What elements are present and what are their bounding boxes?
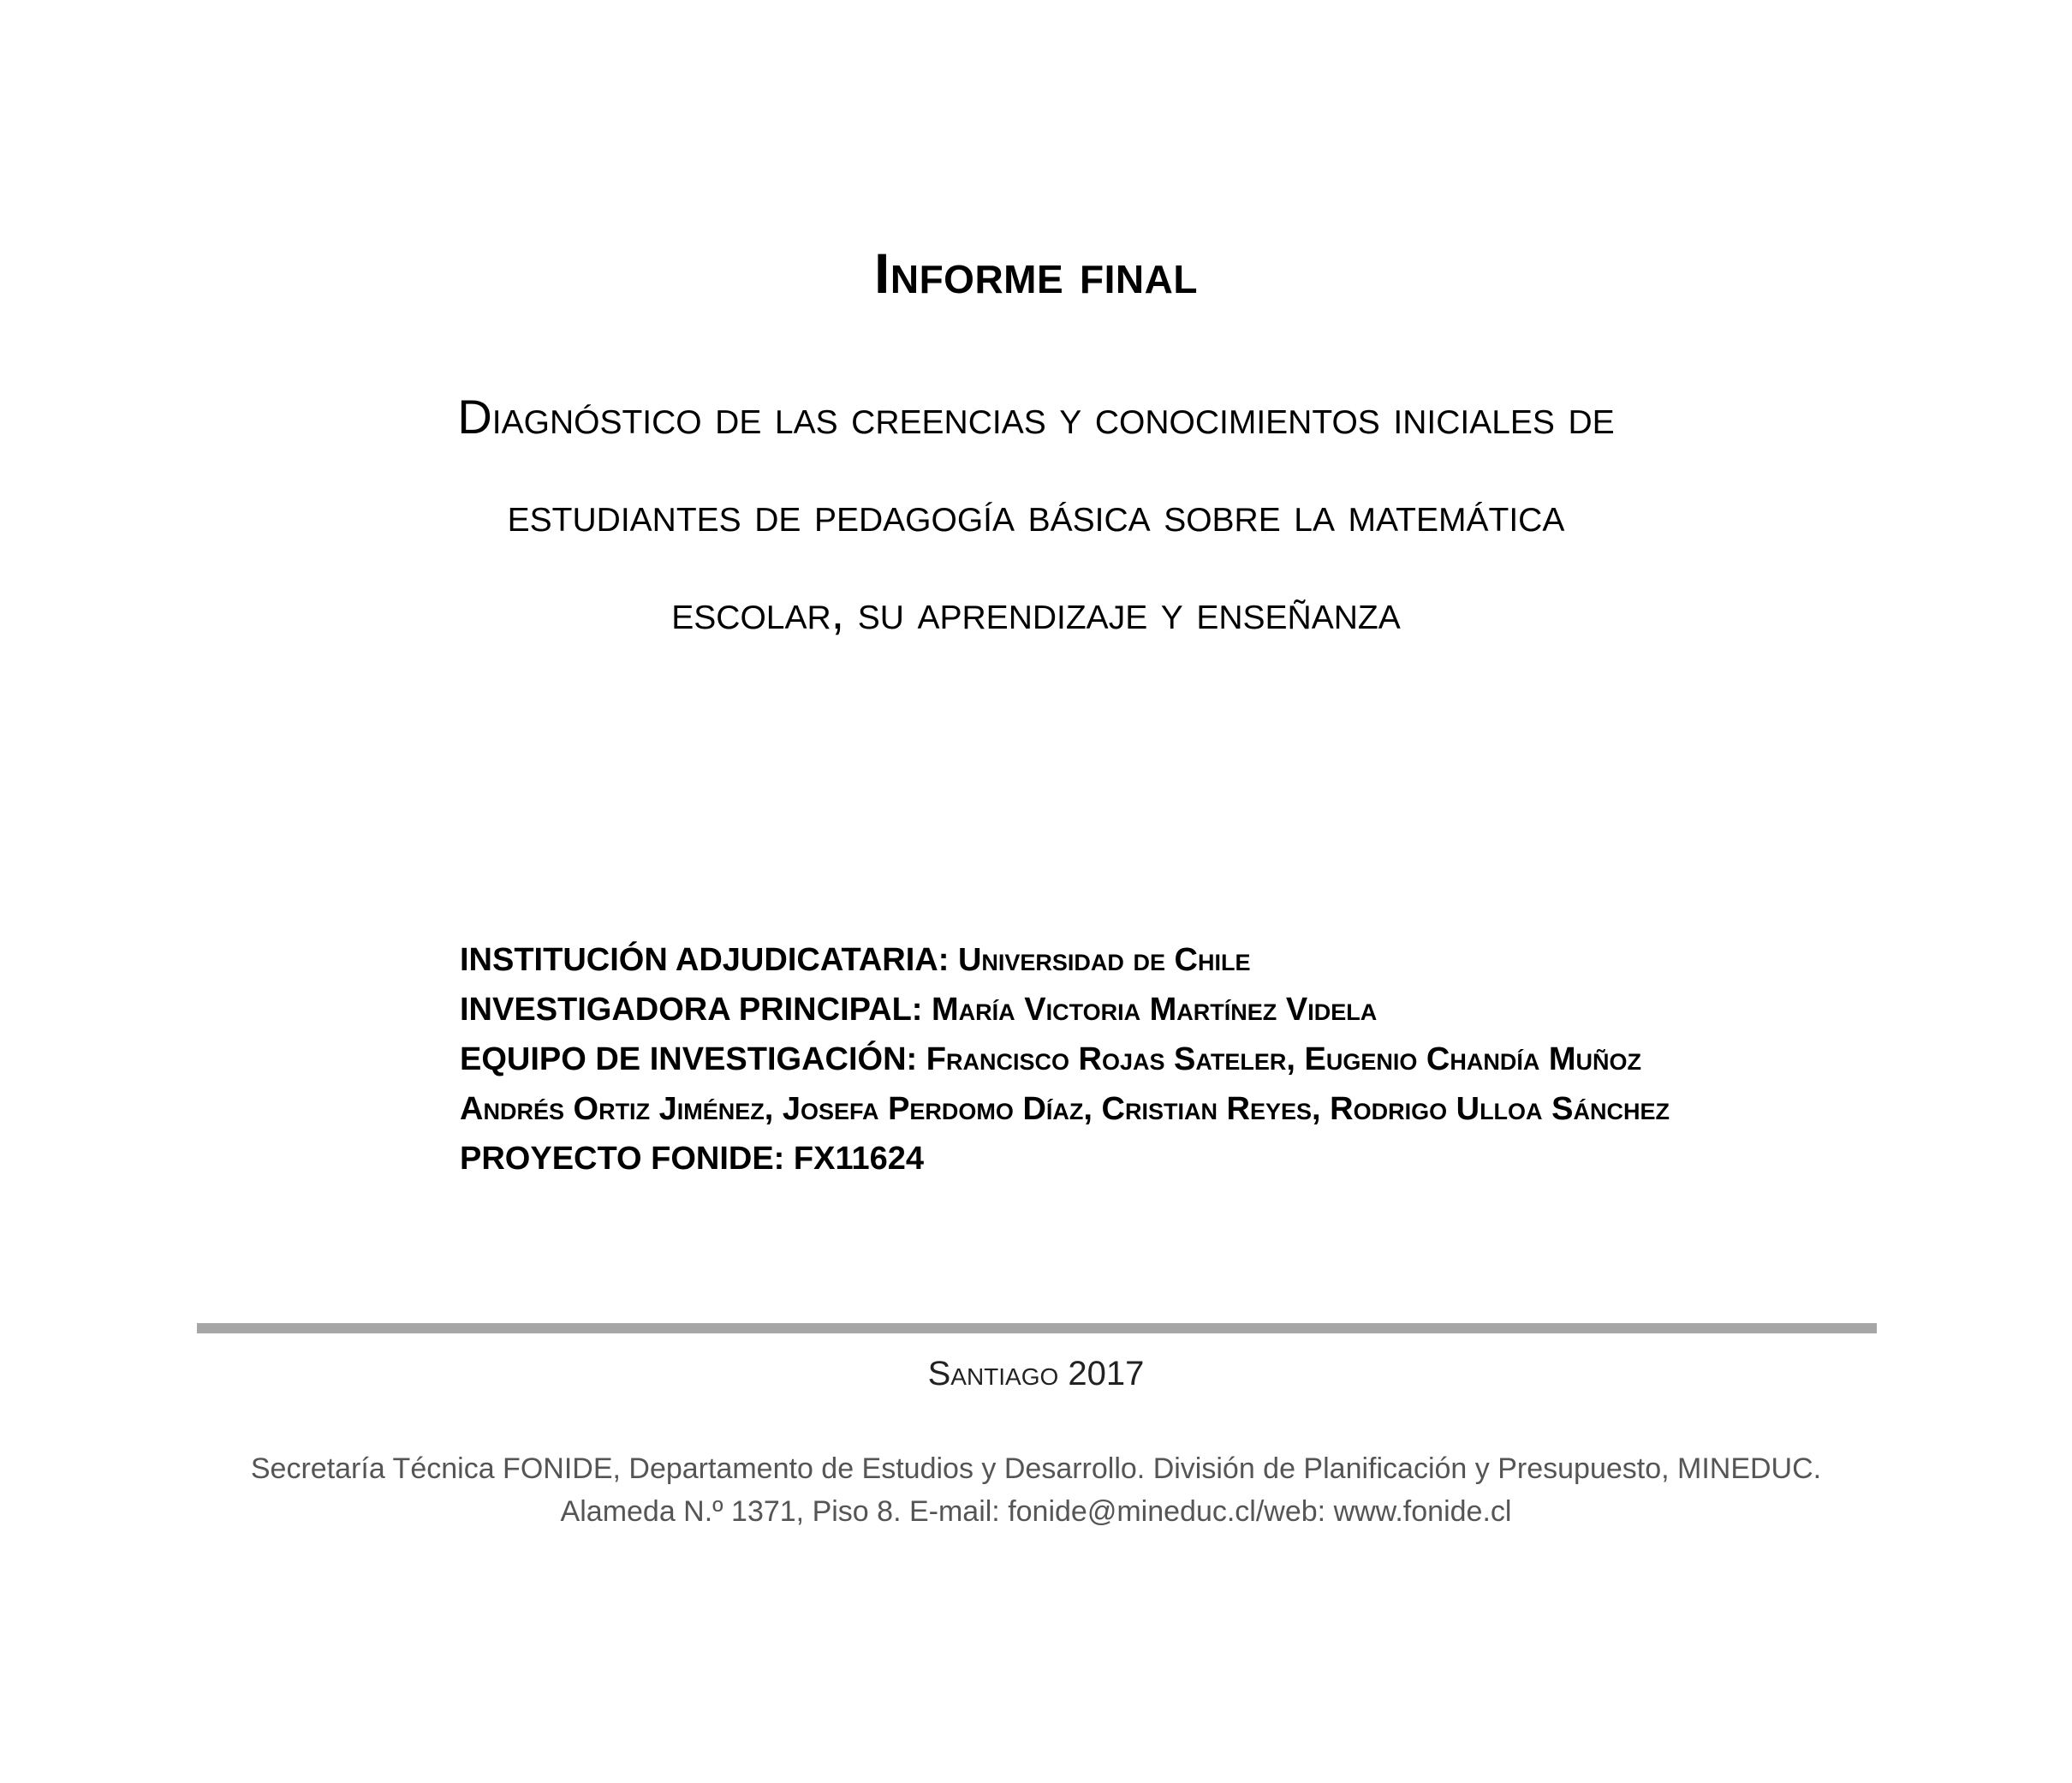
institution-value: Universidad de Chile	[957, 942, 1251, 978]
project-metadata	[460, 935, 2001, 1184]
principal-value: María Victoria Martínez Videla	[932, 992, 1378, 1028]
footer	[0, 1447, 2072, 1533]
place-year: Santiago 2017	[927, 1355, 1145, 1392]
principal-label: INVESTIGADORA PRINCIPAL:	[460, 992, 923, 1028]
team-label: EQUIPO DE INVESTIGACIÓN:	[460, 1041, 918, 1077]
footer-line: Secretaría Técnica FONIDE, Departamento de Estudios y Desarrollo. División de Planificación y Presupuesto, MINEDUC.	[250, 1452, 1822, 1485]
document-subtitle	[171, 368, 1901, 661]
meta-row-project	[460, 1134, 2001, 1184]
meta-row-team	[460, 1035, 2001, 1084]
team-value-line1: Francisco Rojas Sateler, Eugenio Chandía Muñoz	[926, 1041, 1642, 1077]
document-title: Informe final	[874, 242, 1198, 305]
team-value-line2: Andrés Ortiz Jiménez, Josefa Perdomo Díaz, Cristian Reyes, Rodrigo Ulloa Sánchez	[460, 1091, 1670, 1127]
meta-row-principal	[460, 985, 2001, 1035]
subtitle-line: estudiantes de pedagogía básica sobre la matemática	[507, 487, 1565, 541]
subtitle-line: escolar, su aprendizaje y enseñanza	[671, 585, 1401, 639]
horizontal-divider	[197, 1323, 1877, 1333]
institution-label: INSTITUCIÓN ADJUDICATARIA:	[460, 942, 950, 978]
subtitle-line: Diagnóstico de las creencias y conocimientos iniciales de	[457, 390, 1615, 444]
footer-line: Alameda N.º 1371, Piso 8. E-mail: fonide@mineduc.cl/web: www.fonide.cl	[560, 1495, 1512, 1528]
project-label: PROYECTO FONIDE:	[460, 1141, 785, 1177]
project-value: FX11624	[793, 1141, 925, 1177]
meta-row-institution	[460, 935, 2001, 985]
